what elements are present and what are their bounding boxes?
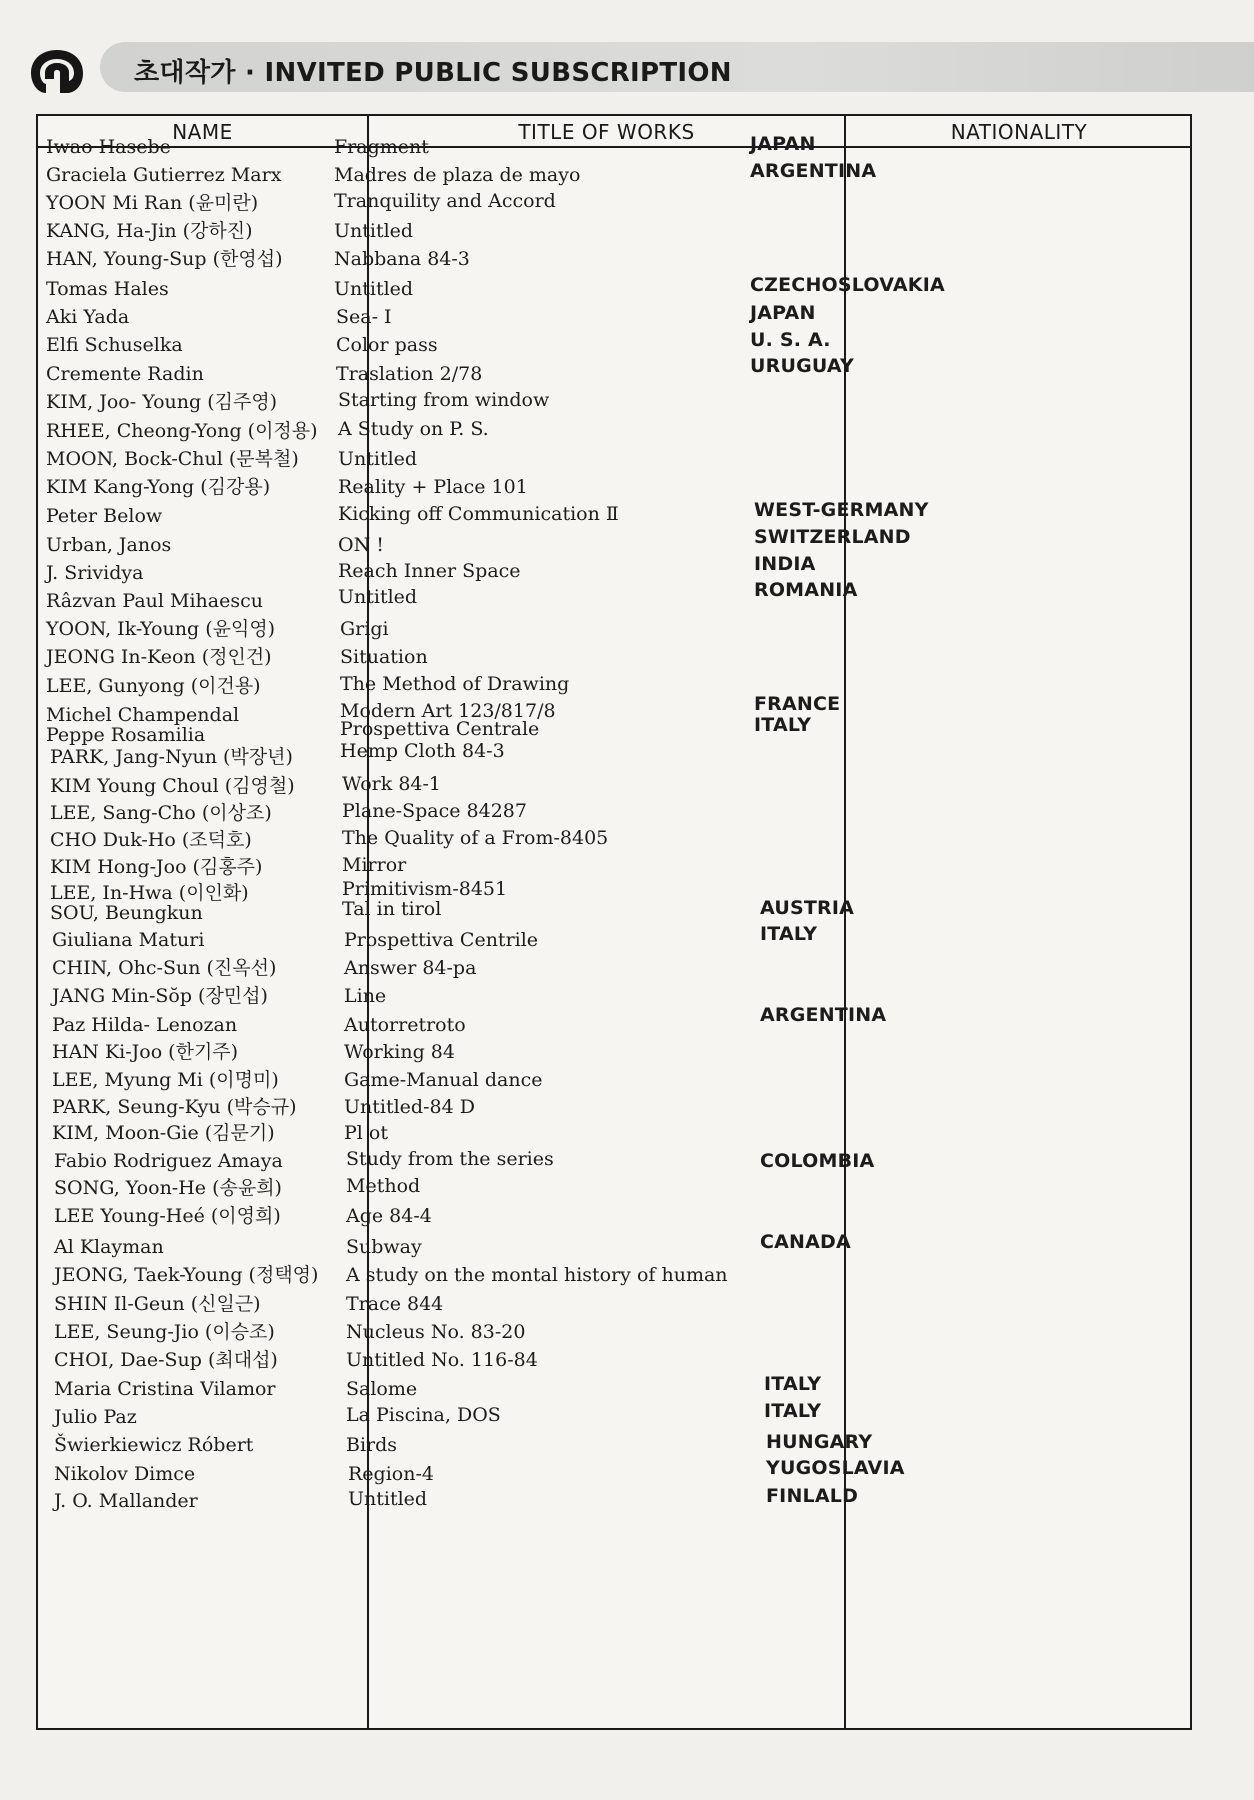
work-title: Nucleus No. 83-20 <box>346 1321 526 1343</box>
work-title: Untitled <box>338 586 418 608</box>
artist-name: Graciela Gutierrez Marx <box>46 164 282 186</box>
artist-name: KIM, Moon-Gie (김문기) <box>52 1122 275 1144</box>
artist-name: KIM Kang-Yong (김강용) <box>46 476 271 498</box>
nationality: ITALY <box>764 1373 822 1395</box>
nationality: FRANCE <box>754 693 841 715</box>
artist-name: KIM, Joo- Young (김주영) <box>46 391 278 413</box>
artist-name: YOON, Ik-Young (윤익영) <box>46 618 276 640</box>
column-header-nationality: NATIONALITY <box>950 120 1088 144</box>
nationality: ARGENTINA <box>750 160 877 182</box>
nationality: JAPAN <box>750 133 816 155</box>
artist-name: SONG, Yoon-He (송윤희) <box>54 1177 282 1199</box>
artist-name: Elfi Schuselka <box>46 334 183 356</box>
artist-name: YOON Mi Ran (윤미란) <box>46 192 259 214</box>
work-title: Untitled <box>338 448 418 470</box>
artist-name: PARK, Seung-Kyu (박승규) <box>52 1096 297 1118</box>
work-title: Method <box>346 1175 421 1197</box>
artist-name: KIM Young Choul (김영철) <box>50 775 295 797</box>
work-title: La Piscina, DOS <box>346 1404 501 1426</box>
work-title: Untitled <box>348 1488 428 1510</box>
nationality: WEST-GERMANY <box>754 499 929 521</box>
artist-name: Fabio Rodriguez Amaya <box>54 1150 283 1172</box>
artist-name: Peter Below <box>46 505 163 527</box>
column-header-title: TITLE OF WORKS <box>518 120 695 144</box>
work-title: Madres de plaza de mayo <box>334 164 581 186</box>
work-title: Sea- Ⅰ <box>336 306 392 328</box>
nationality: FINLALD <box>766 1485 859 1507</box>
work-title: Tal in tirol <box>342 898 442 920</box>
work-title: Game-Manual dance <box>344 1069 543 1091</box>
artist-name: CHOI, Dae-Sup (최대섭) <box>54 1349 278 1371</box>
artist-name: Cremente Radin <box>46 363 204 385</box>
work-title: Autorretroto <box>344 1014 466 1036</box>
artist-name: JEONG, Taek-Young (정택영) <box>54 1264 319 1286</box>
page-title: 초대작가 · INVITED PUBLIC SUBSCRIPTION <box>134 58 732 88</box>
artist-name: LEE, Sang-Cho (이상조) <box>50 802 272 824</box>
nationality: ROMANIA <box>754 579 858 601</box>
work-title: Prospettiva Centrile <box>344 929 539 951</box>
artist-name: HAN Ki-Joo (한기주) <box>52 1041 239 1063</box>
work-title: Age 84-4 <box>346 1205 432 1227</box>
artist-name: Tomas Hales <box>46 278 169 300</box>
artist-name: Urban, Janos <box>46 534 172 556</box>
nationality: AUSTRIA <box>760 897 854 919</box>
work-title: Untitled <box>334 278 414 300</box>
work-title: Color pass <box>336 334 438 356</box>
artist-name: Râzvan Paul Mihaescu <box>46 590 263 612</box>
work-title: Grigi <box>340 618 389 640</box>
spiral-logo-icon <box>28 46 86 98</box>
work-title: A study on the montal history of human <box>346 1264 728 1286</box>
artist-name: KIM Hong-Joo (김홍주) <box>50 856 263 878</box>
work-title: Working 84 <box>344 1041 455 1063</box>
work-title: Hemp Cloth 84-3 <box>340 740 505 762</box>
artist-name: PARK, Jang-Nyun (박장년) <box>50 746 293 768</box>
artist-name: Aki Yada <box>46 306 130 328</box>
work-title: Primitivism-8451 <box>342 878 508 900</box>
work-title: Trace 844 <box>346 1293 444 1315</box>
nationality: CANADA <box>760 1231 851 1253</box>
work-title: Mirror <box>342 854 407 876</box>
artist-name: Paz Hilda- Lenozan <box>52 1014 238 1036</box>
artist-name: J. Srividya <box>46 562 144 584</box>
work-title: Modern Art 123/817/8 <box>340 700 556 722</box>
artist-name: KANG, Ha-Jin (강하진) <box>46 220 253 242</box>
artist-table <box>36 114 1192 1730</box>
work-title: Work 84-1 <box>342 773 441 795</box>
nationality: ITALY <box>754 714 812 736</box>
artist-name: Iwao Hasebe <box>46 136 171 158</box>
work-title: Reach Inner Space <box>338 560 521 582</box>
work-title: Reality + Place 101 <box>338 476 528 498</box>
work-title: Pl ot <box>344 1122 388 1144</box>
work-title: Untitled <box>334 220 414 242</box>
column-header-name: NAME <box>172 120 233 144</box>
artist-name: MOON, Bock-Chul (문복철) <box>46 448 299 470</box>
nationality: ITALY <box>764 1400 822 1422</box>
nationality: CZECHOSLOVAKIA <box>750 274 945 296</box>
nationality: ITALY <box>760 923 818 945</box>
artist-name: J. O. Mallander <box>54 1490 198 1512</box>
artist-name: LEE Young-Heé (이영희) <box>54 1205 281 1227</box>
work-title: Plane-Space 84287 <box>342 800 527 822</box>
nationality: URUGUAY <box>750 355 854 377</box>
artist-name: LEE, In-Hwa (이인화) <box>50 882 249 904</box>
work-title: Birds <box>346 1434 398 1456</box>
nationality: INDIA <box>754 553 816 575</box>
nationality: U. S. A. <box>750 329 831 351</box>
work-title: Region-4 <box>348 1463 434 1485</box>
work-title: The Quality of a From-8405 <box>342 827 609 849</box>
work-title: Tranquility and Accord <box>334 190 556 212</box>
nationality: COLOMBIA <box>760 1150 875 1172</box>
artist-name: SHIN Il-Geun (신일근) <box>54 1293 261 1315</box>
work-title: Fragment <box>334 136 429 158</box>
artist-name: Šwierkiewicz Róbert <box>54 1434 254 1456</box>
work-title: Subway <box>346 1236 422 1258</box>
artist-name: LEE, Gunyong (이건용) <box>46 675 261 697</box>
artist-name: Peppe Rosamilia <box>46 724 206 746</box>
nationality: SWITZERLAND <box>754 526 911 548</box>
artist-name: CHO Duk-Ho (조덕호) <box>50 829 252 851</box>
artist-name: Al Klayman <box>54 1236 164 1258</box>
nationality: JAPAN <box>750 302 816 324</box>
artist-name: LEE, Seung-Jio (이승조) <box>54 1321 275 1343</box>
artist-name: Julio Paz <box>54 1406 137 1428</box>
artist-name: Giuliana Maturi <box>52 929 205 951</box>
header-rule <box>38 146 1190 148</box>
work-title: A Study on P. S. <box>338 418 489 440</box>
artist-name: Michel Champendal <box>46 704 240 726</box>
work-title: Study from the series <box>346 1148 554 1170</box>
artist-name: RHEE, Cheong-Yong (이정용) <box>46 420 318 442</box>
work-title: The Method of Drawing <box>340 673 570 695</box>
column-divider <box>367 116 369 1728</box>
work-title: Line <box>344 985 387 1007</box>
artist-name: JEONG In-Keon (정인건) <box>46 646 272 668</box>
work-title: Prospettiva Centrale <box>340 718 540 740</box>
artist-name: Maria Cristina Vilamor <box>54 1378 276 1400</box>
work-title: Kicking off Communication Ⅱ <box>338 503 619 525</box>
work-title: Answer 84-pa <box>344 957 477 979</box>
work-title: Traslation 2/78 <box>336 363 483 385</box>
artist-name: CHIN, Ohc-Sun (진옥선) <box>52 957 277 979</box>
work-title: Untitled No. 116-84 <box>346 1349 538 1371</box>
work-title: ON ! <box>338 534 384 556</box>
work-title: Salome <box>346 1378 418 1400</box>
artist-name: LEE, Myung Mi (이명미) <box>52 1069 279 1091</box>
nationality: ARGENTINA <box>760 1004 887 1026</box>
work-title: Untitled-84 D <box>344 1096 475 1118</box>
artist-name: SOU, Beungkun <box>50 902 203 924</box>
nationality: YUGOSLAVIA <box>766 1457 905 1479</box>
artist-name: HAN, Young-Sup (한영섭) <box>46 248 283 270</box>
artist-name: JANG Min-Sŏp (장민섭) <box>52 985 268 1007</box>
nationality: HUNGARY <box>766 1431 873 1453</box>
artist-name: Nikolov Dimce <box>54 1463 196 1485</box>
work-title: Starting from window <box>338 389 550 411</box>
work-title: Nabbana 84-3 <box>334 248 470 270</box>
work-title: Situation <box>340 646 428 668</box>
